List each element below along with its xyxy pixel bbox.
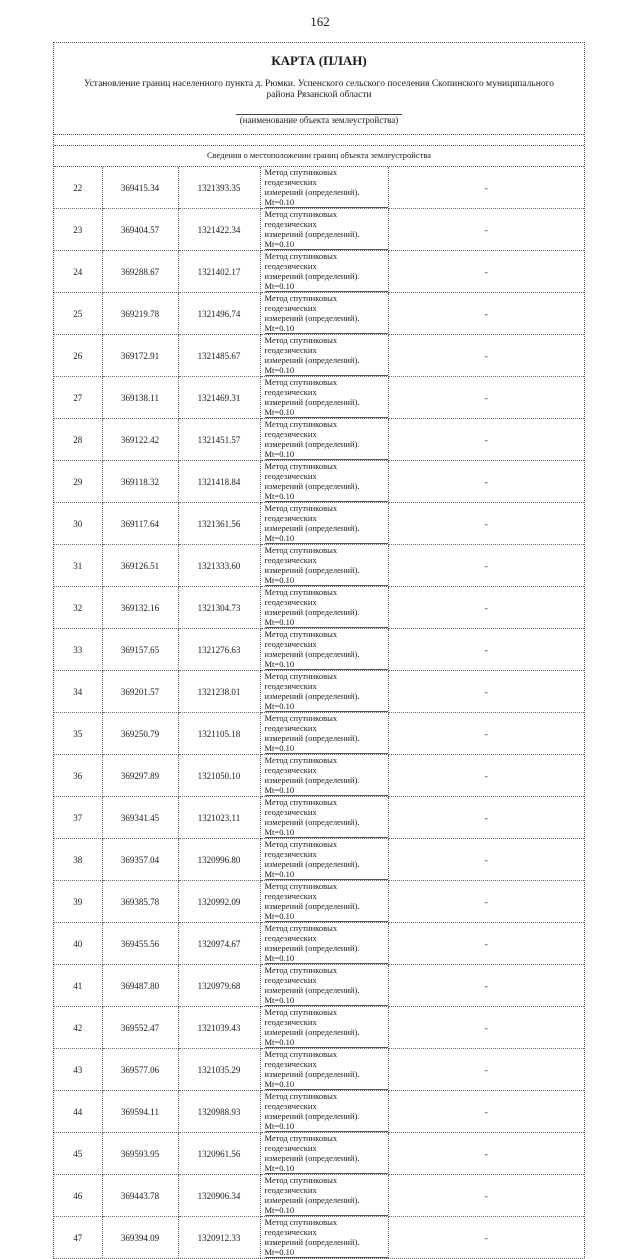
method-cell bbox=[260, 1007, 388, 1049]
method-line-1: Метод спутниковых геодезических bbox=[264, 629, 338, 649]
method-line-2: измерений (определений). Mt=0.10 bbox=[265, 523, 388, 544]
description-cell: - bbox=[388, 881, 584, 923]
method-cell bbox=[260, 629, 388, 671]
coordinate-x: 369443.78 bbox=[102, 1175, 178, 1217]
method-line-1: Метод спутниковых геодезических bbox=[264, 587, 338, 607]
description-cell: - bbox=[388, 461, 584, 503]
table-row bbox=[54, 671, 584, 713]
coordinate-y: 1321496.74 bbox=[178, 293, 260, 335]
coordinate-x: 369341.45 bbox=[102, 797, 178, 839]
table-row bbox=[54, 587, 584, 629]
method-line-2: измерений (определений). Mt=0.10 bbox=[265, 859, 388, 880]
description-cell: - bbox=[388, 1007, 584, 1049]
point-number: 47 bbox=[54, 1217, 102, 1259]
description-cell: - bbox=[388, 251, 584, 293]
description-cell: - bbox=[388, 1175, 584, 1217]
description-cell: - bbox=[388, 335, 584, 377]
method-line-1: Метод спутниковых геодезических bbox=[264, 923, 338, 943]
method-cell bbox=[260, 461, 388, 503]
method-line-1: Метод спутниковых геодезических bbox=[264, 1049, 338, 1069]
table-row bbox=[54, 419, 584, 461]
method-line-1: Метод спутниковых геодезических bbox=[264, 755, 338, 775]
coordinate-x: 369126.51 bbox=[102, 545, 178, 587]
coordinate-x: 369415.34 bbox=[102, 167, 178, 209]
spacer-row bbox=[54, 135, 584, 146]
method-line-1: Метод спутниковых геодезических bbox=[264, 335, 338, 355]
description-cell: - bbox=[388, 293, 584, 335]
description-cell: - bbox=[388, 167, 584, 209]
method-line-2: измерений (определений). Mt=0.10 bbox=[265, 733, 388, 754]
point-number: 22 bbox=[54, 167, 102, 209]
method-line-2: измерений (определений). Mt=0.10 bbox=[265, 1027, 388, 1048]
method-line-2: измерений (определений). Mt=0.10 bbox=[265, 229, 388, 250]
coordinate-x: 369385.78 bbox=[102, 881, 178, 923]
coordinate-x: 369297.89 bbox=[102, 755, 178, 797]
method-line-2: измерений (определений). Mt=0.10 bbox=[265, 649, 388, 670]
method-line-2: измерений (определений). Mt=0.10 bbox=[265, 481, 388, 502]
point-number: 33 bbox=[54, 629, 102, 671]
coordinate-y: 1321105.18 bbox=[178, 713, 260, 755]
coordinate-y: 1321393.35 bbox=[178, 167, 260, 209]
table-row bbox=[54, 167, 584, 209]
point-number: 28 bbox=[54, 419, 102, 461]
method-line-2: измерений (определений). Mt=0.10 bbox=[265, 1111, 388, 1132]
method-cell bbox=[260, 1175, 388, 1217]
coordinate-x: 369552.47 bbox=[102, 1007, 178, 1049]
object-caption: (наименование объекта землеустройства) bbox=[236, 114, 403, 125]
method-line-1: Метод спутниковых геодезических bbox=[264, 713, 338, 733]
method-cell bbox=[260, 1217, 388, 1259]
method-line-1: Метод спутниковых геодезических bbox=[264, 797, 338, 817]
coordinate-x: 369132.16 bbox=[102, 587, 178, 629]
method-line-2: измерений (определений). Mt=0.10 bbox=[265, 1237, 388, 1258]
table-row bbox=[54, 251, 584, 293]
method-line-1: Метод спутниковых геодезических bbox=[264, 1133, 338, 1153]
method-line-1: Метод спутниковых геодезических bbox=[264, 251, 338, 271]
table-row bbox=[54, 713, 584, 755]
coordinate-y: 1321238.01 bbox=[178, 671, 260, 713]
point-number: 23 bbox=[54, 209, 102, 251]
coordinate-x: 369593.95 bbox=[102, 1133, 178, 1175]
coordinate-x: 369404.57 bbox=[102, 209, 178, 251]
coordinate-y: 1321361.56 bbox=[178, 503, 260, 545]
method-line-2: измерений (определений). Mt=0.10 bbox=[265, 397, 388, 418]
description-cell: - bbox=[388, 629, 584, 671]
method-line-1: Метод спутниковых геодезических bbox=[264, 209, 338, 229]
point-number: 32 bbox=[54, 587, 102, 629]
table-row bbox=[54, 629, 584, 671]
coordinate-x: 369394.09 bbox=[102, 1217, 178, 1259]
method-cell bbox=[260, 839, 388, 881]
method-cell bbox=[260, 797, 388, 839]
point-number: 43 bbox=[54, 1049, 102, 1091]
method-cell bbox=[260, 671, 388, 713]
table-row bbox=[54, 755, 584, 797]
table-row bbox=[54, 1091, 584, 1133]
coordinate-y: 1320906.34 bbox=[178, 1175, 260, 1217]
description-cell: - bbox=[388, 1091, 584, 1133]
coordinate-y: 1320992.09 bbox=[178, 881, 260, 923]
description-cell: - bbox=[388, 965, 584, 1007]
table-row bbox=[54, 881, 584, 923]
point-number: 25 bbox=[54, 293, 102, 335]
method-cell bbox=[260, 251, 388, 293]
method-line-2: измерений (определений). Mt=0.10 bbox=[265, 1153, 388, 1174]
document-title: КАРТА (ПЛАН) bbox=[271, 53, 367, 68]
description-cell: - bbox=[388, 419, 584, 461]
point-number: 31 bbox=[54, 545, 102, 587]
description-cell: - bbox=[388, 503, 584, 545]
method-cell bbox=[260, 167, 388, 209]
page-number: 162 bbox=[310, 14, 330, 29]
method-cell bbox=[260, 503, 388, 545]
coordinate-x: 369172.91 bbox=[102, 335, 178, 377]
method-line-1: Метод спутниковых геодезических bbox=[264, 1091, 338, 1111]
method-line-2: измерений (определений). Mt=0.10 bbox=[265, 943, 388, 964]
description-cell: - bbox=[484, 1232, 488, 1243]
method-line-1: Метод спутниковых геодезических bbox=[264, 461, 338, 481]
coordinate-y: 1320912.33 bbox=[178, 1217, 260, 1259]
method-line-1: Метод спутниковых геодезических bbox=[264, 167, 338, 187]
point-number: 35 bbox=[54, 713, 102, 755]
coordinate-x: 369594.11 bbox=[102, 1091, 178, 1133]
coordinate-y: 1320974.67 bbox=[178, 923, 260, 965]
method-line-2: измерений (определений). Mt=0.10 bbox=[265, 775, 388, 796]
method-cell bbox=[260, 209, 388, 251]
table-row bbox=[54, 1049, 584, 1091]
description-cell: - bbox=[388, 1049, 584, 1091]
table-row bbox=[54, 797, 584, 839]
method-line-1: Метод спутниковых геодезических bbox=[264, 1217, 338, 1237]
method-line-2: измерений (определений). Mt=0.10 bbox=[265, 187, 388, 208]
point-number: 42 bbox=[54, 1007, 102, 1049]
table-row bbox=[54, 839, 584, 881]
method-line-2: измерений (определений). Mt=0.10 bbox=[265, 439, 388, 460]
method-cell bbox=[260, 965, 388, 1007]
description-cell: - bbox=[388, 839, 584, 881]
method-line-1: Метод спутниковых геодезических bbox=[264, 1007, 338, 1027]
method-line-1: Метод спутниковых геодезических bbox=[264, 545, 338, 565]
method-cell bbox=[260, 1049, 388, 1091]
method-cell bbox=[260, 1133, 388, 1175]
coordinate-x: 369487.80 bbox=[102, 965, 178, 1007]
description-cell: - bbox=[388, 671, 584, 713]
document-subtitle: Установление границ населенного пункта д. Рюмки. Успенского сельского поселения Скопинского муниципального района Рязанской области bbox=[84, 79, 554, 100]
section-header: Сведения о местоположении границ объекта землеустройства bbox=[54, 146, 584, 167]
method-line-2: измерений (определений). Mt=0.10 bbox=[265, 271, 388, 292]
map-plan-sheet bbox=[53, 42, 585, 1259]
table-row bbox=[54, 1133, 584, 1175]
coordinate-y: 1321469.31 bbox=[178, 377, 260, 419]
coordinate-y: 1320979.68 bbox=[178, 965, 260, 1007]
coordinate-x: 369577.06 bbox=[102, 1049, 178, 1091]
coordinate-y: 1321333.60 bbox=[178, 545, 260, 587]
point-number: 30 bbox=[54, 503, 102, 545]
boundary-points-table bbox=[54, 167, 584, 1258]
coordinate-x: 369157.65 bbox=[102, 629, 178, 671]
description-cell: - bbox=[388, 209, 584, 251]
coordinate-x: 369201.57 bbox=[102, 671, 178, 713]
method-line-1: Метод спутниковых геодезических bbox=[264, 839, 338, 859]
method-cell bbox=[260, 755, 388, 797]
method-line-2: измерений (определений). Mt=0.10 bbox=[265, 901, 388, 922]
method-cell bbox=[260, 335, 388, 377]
point-number: 36 bbox=[54, 755, 102, 797]
method-line-1: Метод спутниковых геодезических bbox=[264, 503, 338, 523]
method-cell bbox=[260, 923, 388, 965]
method-line-2: измерений (определений). Mt=0.10 bbox=[265, 817, 388, 838]
points-table-body bbox=[54, 167, 584, 1258]
method-line-1: Метод спутниковых геодезических bbox=[264, 419, 338, 439]
coordinate-x: 369117.64 bbox=[102, 503, 178, 545]
description-cell: - bbox=[388, 713, 584, 755]
table-row bbox=[54, 1007, 584, 1049]
table-row bbox=[54, 923, 584, 965]
method-line-2: измерений (определений). Mt=0.10 bbox=[265, 1069, 388, 1090]
method-line-2: измерений (определений). Mt=0.10 bbox=[265, 985, 388, 1006]
method-cell bbox=[260, 587, 388, 629]
table-row bbox=[54, 1175, 584, 1217]
description-cell: - bbox=[388, 377, 584, 419]
method-line-2: измерений (определений). Mt=0.10 bbox=[265, 607, 388, 628]
object-caption-row bbox=[54, 113, 584, 135]
table-row bbox=[54, 335, 584, 377]
coordinate-y: 1320961.56 bbox=[178, 1133, 260, 1175]
method-cell bbox=[260, 377, 388, 419]
point-number: 38 bbox=[54, 839, 102, 881]
method-line-1: Метод спутниковых геодезических bbox=[264, 671, 338, 691]
description-cell: - bbox=[388, 1133, 584, 1175]
table-row bbox=[54, 503, 584, 545]
coordinate-y: 1321418.84 bbox=[178, 461, 260, 503]
method-line-1: Метод спутниковых геодезических bbox=[264, 293, 338, 313]
description-cell: - bbox=[388, 797, 584, 839]
coordinate-y: 1321050.10 bbox=[178, 755, 260, 797]
method-cell bbox=[260, 419, 388, 461]
table-row bbox=[54, 461, 584, 503]
method-line-2: измерений (определений). Mt=0.10 bbox=[265, 691, 388, 712]
method-cell bbox=[260, 713, 388, 755]
point-number: 40 bbox=[54, 923, 102, 965]
coordinate-x: 369122.42 bbox=[102, 419, 178, 461]
coordinate-y: 1321023.11 bbox=[178, 797, 260, 839]
point-number: 45 bbox=[54, 1133, 102, 1175]
table-row bbox=[54, 545, 584, 587]
point-number: 26 bbox=[54, 335, 102, 377]
coordinate-x: 369288.67 bbox=[102, 251, 178, 293]
table-row bbox=[54, 293, 584, 335]
point-number: 29 bbox=[54, 461, 102, 503]
table-row bbox=[54, 209, 584, 251]
point-number: 39 bbox=[54, 881, 102, 923]
coordinate-y: 1321485.67 bbox=[178, 335, 260, 377]
coordinate-x: 369357.04 bbox=[102, 839, 178, 881]
description-cell: - bbox=[388, 755, 584, 797]
point-number: 24 bbox=[54, 251, 102, 293]
coordinate-y: 1321402.17 bbox=[178, 251, 260, 293]
point-number: 37 bbox=[54, 797, 102, 839]
method-cell bbox=[260, 1091, 388, 1133]
coordinate-x: 369138.11 bbox=[102, 377, 178, 419]
coordinate-x: 369455.56 bbox=[102, 923, 178, 965]
method-cell bbox=[260, 881, 388, 923]
point-number: 41 bbox=[54, 965, 102, 1007]
description-cell: - bbox=[388, 545, 584, 587]
description-cell: - bbox=[388, 923, 584, 965]
coordinate-y: 1321422.34 bbox=[178, 209, 260, 251]
table-row bbox=[54, 377, 584, 419]
coordinate-y: 1321035.29 bbox=[178, 1049, 260, 1091]
coordinate-y: 1320988.93 bbox=[178, 1091, 260, 1133]
coordinate-y: 1320996.80 bbox=[178, 839, 260, 881]
point-number: 44 bbox=[54, 1091, 102, 1133]
coordinate-y: 1321304.73 bbox=[178, 587, 260, 629]
point-number: 34 bbox=[54, 671, 102, 713]
method-line-1: Метод спутниковых геодезических bbox=[264, 377, 338, 397]
coordinate-y: 1321039.43 bbox=[178, 1007, 260, 1049]
coordinate-x: 369118.32 bbox=[102, 461, 178, 503]
table-row bbox=[54, 1217, 584, 1259]
method-cell bbox=[260, 545, 388, 587]
method-line-1: Метод спутниковых геодезических bbox=[264, 881, 338, 901]
method-line-2: измерений (определений). Mt=0.10 bbox=[265, 313, 388, 334]
method-line-2: измерений (определений). Mt=0.10 bbox=[265, 1195, 388, 1216]
coordinate-x: 369250.79 bbox=[102, 713, 178, 755]
point-number: 46 bbox=[54, 1175, 102, 1217]
method-cell bbox=[260, 293, 388, 335]
table-row bbox=[54, 965, 584, 1007]
method-line-2: измерений (определений). Mt=0.10 bbox=[265, 355, 388, 376]
method-line-1: Метод спутниковых геодезических bbox=[264, 965, 338, 985]
method-line-1: Метод спутниковых геодезических bbox=[264, 1175, 338, 1195]
coordinate-y: 1321451.57 bbox=[178, 419, 260, 461]
coordinate-x: 369219.78 bbox=[102, 293, 178, 335]
description-cell: - bbox=[388, 587, 584, 629]
point-number: 27 bbox=[54, 377, 102, 419]
method-line-2: измерений (определений). Mt=0.10 bbox=[265, 565, 388, 586]
coordinate-y: 1321276.63 bbox=[178, 629, 260, 671]
